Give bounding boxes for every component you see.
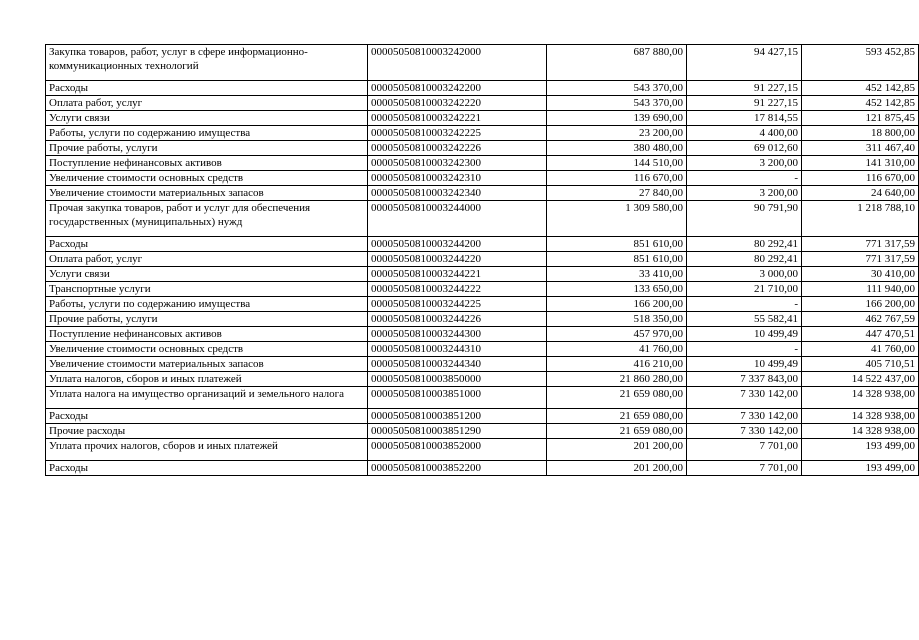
row-name-cell: Поступление нефинансовых активов <box>46 156 368 171</box>
row-remaining-cell: 14 522 437,00 <box>802 372 919 387</box>
row-code-cell: 00005050810003244300 <box>368 327 547 342</box>
row-executed-cell: 69 012,60 <box>687 141 802 156</box>
row-name-cell: Увеличение стоимости основных средств <box>46 342 368 357</box>
row-approved-cell: 416 210,00 <box>547 357 687 372</box>
table-row <box>46 357 919 372</box>
row-name-cell: Работы, услуги по содержанию имущества <box>46 126 368 141</box>
table-row <box>46 81 919 96</box>
table-row <box>46 171 919 186</box>
row-remaining-cell: 116 670,00 <box>802 171 919 186</box>
row-name-cell: Расходы <box>46 461 368 476</box>
row-executed-cell: 90 791,90 <box>687 201 802 237</box>
row-name-cell: Расходы <box>46 81 368 96</box>
row-name-cell: Работы, услуги по содержанию имущества <box>46 297 368 312</box>
row-name-cell: Услуги связи <box>46 111 368 126</box>
table-row <box>46 409 919 424</box>
row-remaining-cell: 121 875,45 <box>802 111 919 126</box>
row-executed-cell: 91 227,15 <box>687 81 802 96</box>
row-remaining-cell: 30 410,00 <box>802 267 919 282</box>
row-approved-cell: 201 200,00 <box>547 461 687 476</box>
row-remaining-cell: 14 328 938,00 <box>802 387 919 409</box>
row-approved-cell: 27 840,00 <box>547 186 687 201</box>
row-remaining-cell: 771 317,59 <box>802 252 919 267</box>
row-executed-cell: 94 427,15 <box>687 45 802 81</box>
row-approved-cell: 139 690,00 <box>547 111 687 126</box>
row-executed-cell: 91 227,15 <box>687 96 802 111</box>
row-remaining-cell: 193 499,00 <box>802 439 919 461</box>
row-remaining-cell: 41 760,00 <box>802 342 919 357</box>
row-remaining-cell: 111 940,00 <box>802 282 919 297</box>
row-remaining-cell: 593 452,85 <box>802 45 919 81</box>
table-row <box>46 282 919 297</box>
row-name-cell: Увеличение стоимости материальных запасов <box>46 357 368 372</box>
row-executed-cell: 10 499,49 <box>687 357 802 372</box>
row-name-cell: Расходы <box>46 237 368 252</box>
row-approved-cell: 133 650,00 <box>547 282 687 297</box>
row-approved-cell: 21 860 280,00 <box>547 372 687 387</box>
row-code-cell: 00005050810003244310 <box>368 342 547 357</box>
row-remaining-cell: 771 317,59 <box>802 237 919 252</box>
row-remaining-cell: 141 310,00 <box>802 156 919 171</box>
row-name-cell: Закупка товаров, работ, услуг в сфере информационно-коммуникационных технологий <box>46 45 368 81</box>
table-row <box>46 45 919 81</box>
row-name-cell: Оплата работ, услуг <box>46 252 368 267</box>
row-code-cell: 00005050810003244225 <box>368 297 547 312</box>
row-approved-cell: 21 659 080,00 <box>547 387 687 409</box>
row-name-cell: Услуги связи <box>46 267 368 282</box>
row-approved-cell: 851 610,00 <box>547 252 687 267</box>
row-remaining-cell: 462 767,59 <box>802 312 919 327</box>
row-executed-cell: 7 330 142,00 <box>687 409 802 424</box>
row-approved-cell: 41 760,00 <box>547 342 687 357</box>
row-approved-cell: 543 370,00 <box>547 81 687 96</box>
row-remaining-cell: 166 200,00 <box>802 297 919 312</box>
table-row <box>46 424 919 439</box>
row-name-cell: Поступление нефинансовых активов <box>46 327 368 342</box>
row-approved-cell: 33 410,00 <box>547 267 687 282</box>
row-executed-cell: 7 701,00 <box>687 439 802 461</box>
row-code-cell: 00005050810003850000 <box>368 372 547 387</box>
budget-table <box>45 44 919 476</box>
row-code-cell: 00005050810003244200 <box>368 237 547 252</box>
row-code-cell: 00005050810003242200 <box>368 81 547 96</box>
row-code-cell: 00005050810003244220 <box>368 252 547 267</box>
row-code-cell: 00005050810003242310 <box>368 171 547 186</box>
table-row <box>46 439 919 461</box>
row-executed-cell: 7 337 843,00 <box>687 372 802 387</box>
row-code-cell: 00005050810003244226 <box>368 312 547 327</box>
row-code-cell: 00005050810003851000 <box>368 387 547 409</box>
row-code-cell: 00005050810003244000 <box>368 201 547 237</box>
row-executed-cell: - <box>687 297 802 312</box>
row-code-cell: 00005050810003852200 <box>368 461 547 476</box>
row-name-cell: Транспортные услуги <box>46 282 368 297</box>
row-approved-cell: 518 350,00 <box>547 312 687 327</box>
row-name-cell: Уплата прочих налогов, сборов и иных платежей <box>46 439 368 461</box>
row-name-cell: Увеличение стоимости основных средств <box>46 171 368 186</box>
table-row <box>46 342 919 357</box>
row-remaining-cell: 24 640,00 <box>802 186 919 201</box>
row-executed-cell: 21 710,00 <box>687 282 802 297</box>
row-name-cell: Оплата работ, услуг <box>46 96 368 111</box>
row-approved-cell: 687 880,00 <box>547 45 687 81</box>
row-executed-cell: 3 000,00 <box>687 267 802 282</box>
row-executed-cell: 3 200,00 <box>687 156 802 171</box>
table-row <box>46 111 919 126</box>
table-row <box>46 96 919 111</box>
row-approved-cell: 21 659 080,00 <box>547 409 687 424</box>
row-code-cell: 00005050810003242226 <box>368 141 547 156</box>
row-executed-cell: 80 292,41 <box>687 252 802 267</box>
row-approved-cell: 166 200,00 <box>547 297 687 312</box>
table-row <box>46 186 919 201</box>
row-executed-cell: 4 400,00 <box>687 126 802 141</box>
table-row <box>46 297 919 312</box>
row-executed-cell: 80 292,41 <box>687 237 802 252</box>
row-name-cell: Прочие работы, услуги <box>46 141 368 156</box>
row-name-cell: Прочая закупка товаров, работ и услуг для обеспечения государственных (муниципальных) нужд <box>46 201 368 237</box>
table-row <box>46 201 919 237</box>
row-remaining-cell: 14 328 938,00 <box>802 409 919 424</box>
row-executed-cell: 17 814,55 <box>687 111 802 126</box>
row-approved-cell: 23 200,00 <box>547 126 687 141</box>
table-row <box>46 156 919 171</box>
row-executed-cell: 7 330 142,00 <box>687 424 802 439</box>
row-approved-cell: 851 610,00 <box>547 237 687 252</box>
row-name-cell: Уплата налога на имущество организаций и земельного налога <box>46 387 368 409</box>
row-name-cell: Прочие работы, услуги <box>46 312 368 327</box>
table-row <box>46 372 919 387</box>
row-remaining-cell: 452 142,85 <box>802 96 919 111</box>
row-code-cell: 00005050810003244340 <box>368 357 547 372</box>
row-name-cell: Уплата налогов, сборов и иных платежей <box>46 372 368 387</box>
row-executed-cell: 55 582,41 <box>687 312 802 327</box>
row-code-cell: 00005050810003244221 <box>368 267 547 282</box>
row-name-cell: Расходы <box>46 409 368 424</box>
row-remaining-cell: 452 142,85 <box>802 81 919 96</box>
row-code-cell: 00005050810003242000 <box>368 45 547 81</box>
row-approved-cell: 457 970,00 <box>547 327 687 342</box>
row-code-cell: 00005050810003242340 <box>368 186 547 201</box>
row-executed-cell: 10 499,49 <box>687 327 802 342</box>
budget-table-body <box>46 45 919 476</box>
row-name-cell: Увеличение стоимости материальных запасов <box>46 186 368 201</box>
row-remaining-cell: 311 467,40 <box>802 141 919 156</box>
row-approved-cell: 116 670,00 <box>547 171 687 186</box>
row-approved-cell: 21 659 080,00 <box>547 424 687 439</box>
row-code-cell: 00005050810003242221 <box>368 111 547 126</box>
table-row <box>46 387 919 409</box>
table-row <box>46 237 919 252</box>
row-remaining-cell: 18 800,00 <box>802 126 919 141</box>
row-remaining-cell: 447 470,51 <box>802 327 919 342</box>
row-executed-cell: 7 330 142,00 <box>687 387 802 409</box>
row-remaining-cell: 1 218 788,10 <box>802 201 919 237</box>
row-approved-cell: 543 370,00 <box>547 96 687 111</box>
row-remaining-cell: 14 328 938,00 <box>802 424 919 439</box>
row-code-cell: 00005050810003242300 <box>368 156 547 171</box>
row-approved-cell: 1 309 580,00 <box>547 201 687 237</box>
row-executed-cell: - <box>687 342 802 357</box>
table-row <box>46 252 919 267</box>
table-row <box>46 141 919 156</box>
row-code-cell: 00005050810003851290 <box>368 424 547 439</box>
table-row <box>46 267 919 282</box>
row-executed-cell: 7 701,00 <box>687 461 802 476</box>
row-name-cell: Прочие расходы <box>46 424 368 439</box>
row-code-cell: 00005050810003244222 <box>368 282 547 297</box>
row-approved-cell: 144 510,00 <box>547 156 687 171</box>
row-code-cell: 00005050810003852000 <box>368 439 547 461</box>
row-approved-cell: 380 480,00 <box>547 141 687 156</box>
table-row <box>46 126 919 141</box>
row-remaining-cell: 405 710,51 <box>802 357 919 372</box>
table-row <box>46 461 919 476</box>
row-executed-cell: - <box>687 171 802 186</box>
table-row <box>46 327 919 342</box>
row-remaining-cell: 193 499,00 <box>802 461 919 476</box>
row-code-cell: 00005050810003242225 <box>368 126 547 141</box>
table-row <box>46 312 919 327</box>
row-executed-cell: 3 200,00 <box>687 186 802 201</box>
row-code-cell: 00005050810003851200 <box>368 409 547 424</box>
row-code-cell: 00005050810003242220 <box>368 96 547 111</box>
row-approved-cell: 201 200,00 <box>547 439 687 461</box>
